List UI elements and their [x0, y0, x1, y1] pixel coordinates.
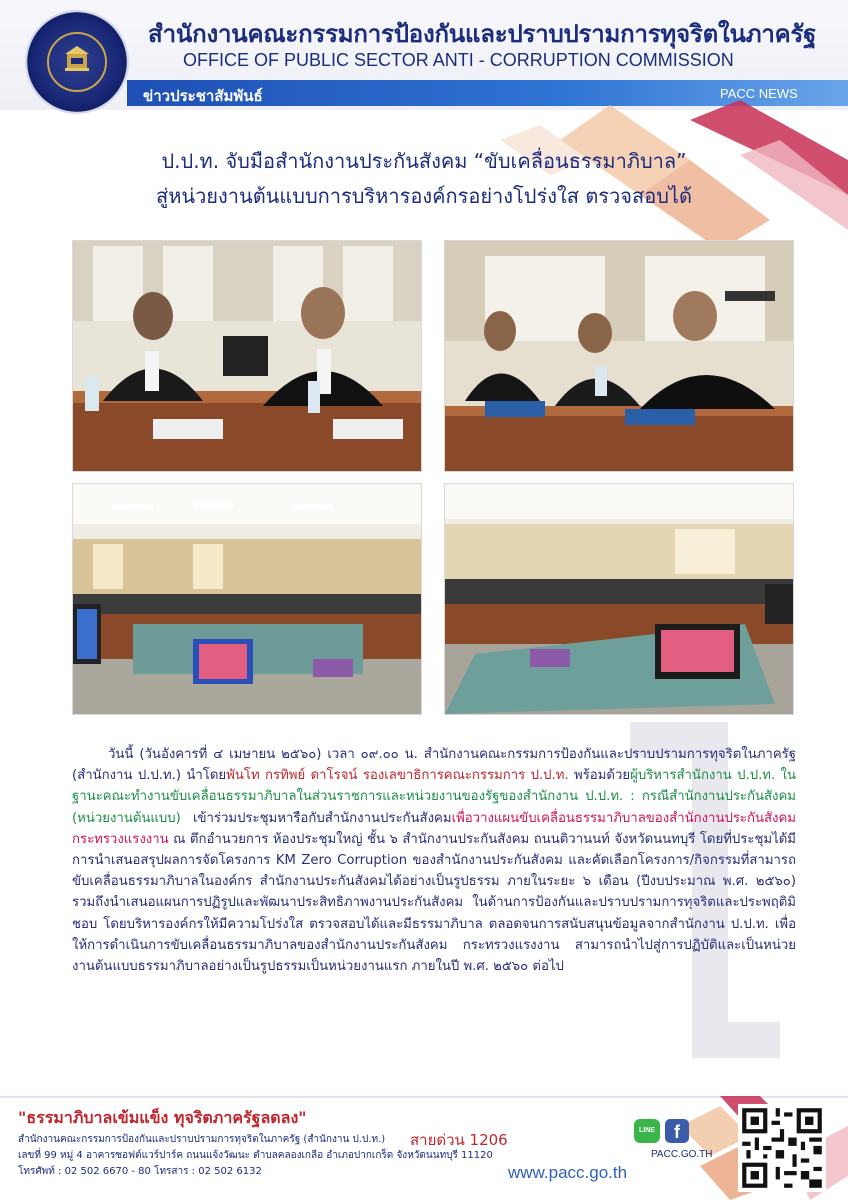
website-link[interactable]: www.pacc.go.th	[508, 1163, 628, 1182]
section-label: ข่าวประชาสัมพันธ์	[143, 87, 263, 105]
meeting-photo-officials-right	[444, 240, 794, 472]
facebook-icon[interactable]: f	[665, 1119, 689, 1143]
office-title-thai: สำนักงานคณะกรรมการป้องกันและปราบปรามการทุจริตในภาครัฐ	[148, 20, 817, 48]
footer-address: เลขที่ 99 หมู่ 4 อาคารซอฟต์แวร์ปาร์ค ถนนแจ้งวัฒนะ ตำบลคลองเกลือ อำเภอปากเกร็ด จังหวัดนนทบุรี 11120	[18, 1150, 493, 1161]
office-title-english: OFFICE OF PUBLIC SECTOR ANTI - CORRUPTION COMMISSION	[183, 50, 734, 70]
headline-line-2: สู่หน่วยงานต้นแบบการบริหารองค์กรอย่างโปร่งใส ตรวจสอบได้	[156, 184, 692, 208]
footer-org: สำนักงานคณะกรรมการป้องกันและปราบปรามการทุจริตในภาครัฐ (สำนักงาน ป.ป.ท.)	[18, 1134, 386, 1145]
slogan: "ธรรมาภิบาลเข้มแข็ง ทุจริตภาครัฐลดลง"	[18, 1108, 307, 1127]
body-part-3: เข้าร่วมประชุมหารือกับสำนักงานประกันสังคม	[180, 810, 452, 826]
news-body	[72, 744, 796, 977]
seal-emblem-icon	[61, 44, 93, 76]
site-short: PACC.GO.TH	[651, 1149, 713, 1160]
qr-code-icon	[738, 1104, 826, 1192]
body-part-2: พร้อมด้วย	[568, 768, 631, 784]
body-part-1: วันนี้ (วันอังคารที่ ๔ เมษายน ๒๕๖๐) เวลา ๐๙.๐๐ น. สำนักงานคณะกรรมการป้องกันและปราบปรามการทุจริตในภาครัฐ (สำนักงาน ป.ป.ท.) นำโดย	[72, 747, 796, 784]
body-part-4: ณ ตึกอำนวยการ ห้องประชุมใหญ่ ชั้น ๖ สำนักงานประกันสังคม ถนนติวานนท์ จังหวัดนนทบุรี โดยที่ประชุมได้มีการนำเสนอสรุปผลการจัดโครงการ KM Zero Corruption ของสำนักงานประกันสังคม และคัดเลือกโครงการ/กิจกรรมที่สามารถขับเคลื่อนธรรมาภิบาลในองค์กร สำนักงานประกันสังคมได้อย่างเป็นรูปธรรม ภายในระยะ ๖ เดือน (ปีงบประมาณ พ.ศ. ๒๕๖๐) รวมถึงนำเสนอแผนการปฏิรูปและพัฒนาประสิทธิภาพงานประกันสังคม ในด้านการป้องกันและปราบปรามการทุจริตและประพฤติมิชอบ โดยบริหารองค์กรให้มีความโปร่งใส ตรวจสอบได้และมีธรรมาภิบาล ตลอดจนการสนับสนุนข้อมูลจากสำนักงาน ป.ป.ท. เพื่อให้การดำเนินการขับเคลื่อนธรรมาภิบาลของสำนักงานประกันสังคม กระทรวงแรงงาน สามารถนำไปสู่การปฏิบัติและเป็นหน่วยงานต้นแบบธรรมาภิบาลอย่างเป็นรูปธรรมเป็นหน่วยงานแรก ภายในปี พ.ศ. ๒๕๖๐ ต่อไป	[72, 831, 796, 975]
body-highlight-official: พันโท กรทิพย์ ดาโรจน์ รองเลขาธิการคณะกรรมการ ป.ป.ท.	[226, 768, 569, 784]
meeting-photo-room-left	[72, 483, 422, 715]
hotline: สายด่วน 1206	[410, 1131, 508, 1149]
body-highlight-committee: ผู้บริหารสำนักงาน ป.ป.ท. ในฐานะคณะทำงานขับเคลื่อนธรรมาภิบาลในส่วนราชการและหน่วยงานของรัฐของสำนักงาน ป.ป.ท. : กรณีสำนักงานประกันสังคม (หน่วยงานต้นแบบ)	[72, 768, 796, 826]
body-highlight-purpose: เพื่อวางแผนขับเคลื่อนธรรมาภิบาลของสำนักงานประกันสังคม กระทรวงแรงงาน	[72, 810, 796, 847]
meeting-photo-room-right	[444, 483, 794, 715]
footer-phone: โทรศัพท์ : 02 502 6670 - 80 โทรสาร : 02 502 6132	[18, 1166, 262, 1177]
section-label-en: PACC NEWS	[720, 86, 798, 101]
meeting-photo-officials-left	[72, 240, 422, 472]
headline-line-1: ป.ป.ท. จับมือสำนักงานประกันสังคม “ขับเคลื่อนธรรมาภิบาล”	[161, 149, 687, 173]
line-icon[interactable]: LINE	[634, 1119, 660, 1143]
